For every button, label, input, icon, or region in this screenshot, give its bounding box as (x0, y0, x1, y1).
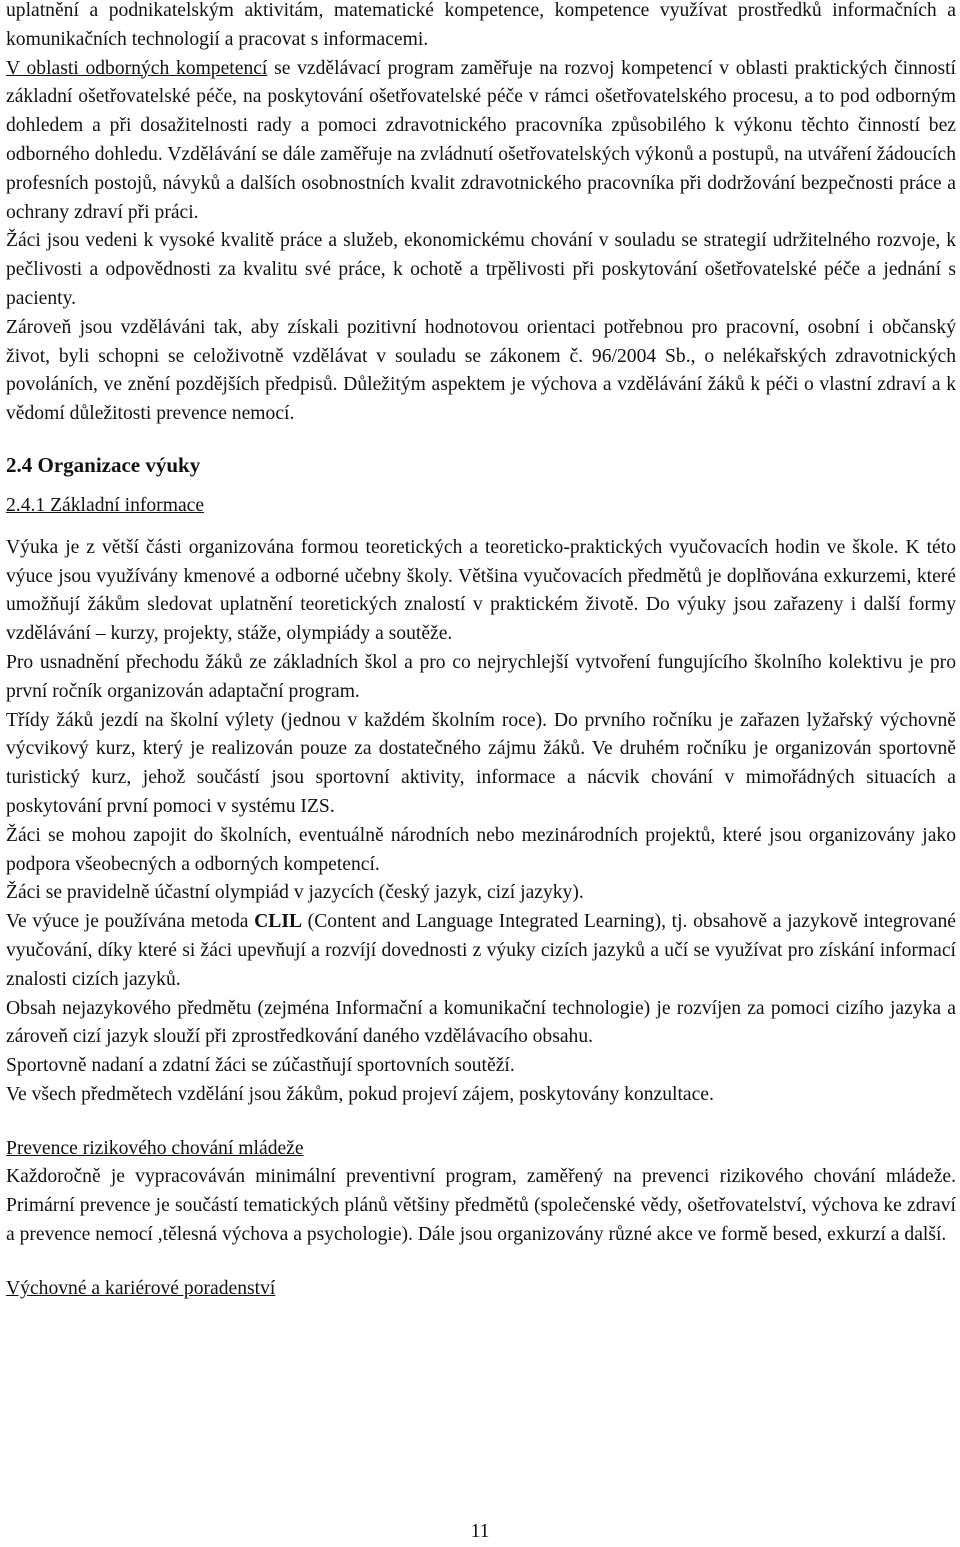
page-number: 11 (470, 1521, 490, 1542)
paragraph-sports: Sportovně nadaní a zdatní žáci se zúčastňují sportovních soutěží. (6, 1055, 515, 1077)
paragraph-prevention: Každoročně je vypracováván minimální preventivní program, zaměřený na prevenci rizikového chování mládeže. Primární prevence je součástí tematických plánů většiny předmětů (společenské vědy, ošetřovatelství, výchova ke zdraví a prevence nemocí ,tělesná výchova a psychologie). Dále jsou organizovány různé akce ve formě besed, exkurzí a další. (6, 1166, 956, 1246)
prevention-title: Prevence rizikového chování mládeže (6, 1137, 304, 1159)
paragraph-teaching: Výuka je z větší části organizována formou teoretických a teoreticko-praktických vyučovacích hodin ve škole. K této výuce jsou využívány kmenové a odborné učebny školy. Většina vyučovacích předmětů je doplňována exkurzemi, které umožňují žákům sledovat uplatnění teoretických znalostí v praktickém životě. Do výuky jsou zařazeny i další formy vzdělávání – kurzy, projekty, stáže, olympiády a soutěže. (6, 536, 956, 645)
paragraph-orientation: Zároveň jsou vzděláváni tak, aby získali pozitivní hodnotovou orientaci potřebnou pro pracovní, osobní i občanský život, byli schopni se celoživotně vzdělávat v souladu se zákonem č. 96/2004 Sb., o nelékařských zdravotnických povoláních, ve znění pozdějších předpisů. Důležitým aspektem je výchova a vzdělávání žáků k péči o vlastní zdraví a k vědomí důležitosti prevence nemocí. (6, 316, 956, 425)
paragraph-consultations: Ve všech předmětech vzdělání jsou žákům, pokud projeví zájem, poskytovány konzultace. (6, 1083, 714, 1105)
clil-term: CLIL (254, 911, 303, 933)
paragraph-competences-end: uplatnění a podnikatelským aktivitám, matematické kompetence, kompetence využívat prostředků informačních a komunikačních technologií a pracovat s informacemi. V oblasti odborných kompetencí se vzdělávací program zaměřuje na rozvoj kompetencí v oblasti praktických činností základní ošetřovatelské péče, na poskytování ošetřovatelské péče v rámci ošetřovatelského procesu, a to pod odborným dohledem a při dosažitelnosti rady a pomoci zdravotnického pracovníka způsobilého k výkonu těchto činností bez odborného dohledu. Vzdělávání se dále zaměřuje na zvládnutí ošetřovatelských výkonů a postupů, na utváření žádoucích profesních postojů, návyků a dalších osobnostních kvalit zdravotnického pracovníka při dodržování bezpečnosti práce a ochrany zdraví při práci. (6, 0, 956, 223)
paragraph-quality: Žáci jsou vedeni k vysoké kvalitě práce a služeb, ekonomickému chování v souladu se strategií udržitelného rozvoje, k pečlivosti a odpovědnosti za kvalitu své práce, k ochotě a trpělivosti při poskytování ošetřovatelské péče a jednání s pacienty. (6, 230, 956, 309)
paragraph-trips: Třídy žáků jezdí na školní výlety (jednou v každém školním roce). Do prvního ročníku je zařazen lyžařský výchovně výcvikový kurz, který je realizován pouze za dostatečného zájmu žáků. Ve druhém ročníku je organizován sportovně turistický kurz, jehož součástí jsou sportovní aktivity, informace a nácvik chování v mimořádných situacích a poskytování první pomoci v systému IZS. (6, 709, 956, 817)
underlined-term: V oblasti odborných kompetencí (6, 57, 268, 79)
document-page (6, 0, 956, 1304)
subsection-heading: 2.4.1 Základní informace (6, 494, 205, 516)
paragraph-olympiads: Žáci se pravidelně účastní olympiád v jazycích (český jazyk, cizí jazyky). (6, 882, 584, 904)
paragraph-adaptation: Pro usnadnění přechodu žáků ze základních škol a pro co nejrychlejší vytvoření fungujícího školního kolektivu je pro první ročník organizován adaptační program. (6, 651, 956, 702)
section-heading: 2.4 Organizace výuky (6, 452, 201, 477)
paragraph-nonlanguage-subject: Obsah nejazykového předmětu (zejména Informační a komunikační technologie) je rozvíjen za pomoci cizího jazyka a zároveň cizí jazyk slouží při zprostředkování daného vzdělávacího obsahu. (6, 997, 956, 1048)
paragraph-clil: Ve výuce je používána metoda CLIL (Content and Language Integrated Learning), tj. obsahově a jazykově integrované vyučování, díky které si žáci upevňují a rozvíjí dovednosti z výuky cizích jazyků a učí se využívat pro získání informací znalosti cizích jazyků. (6, 911, 956, 990)
counseling-title: Výchovné a kariérové poradenství (6, 1277, 276, 1299)
paragraph-projects: Žáci se mohou zapojit do školních, eventuálně národních nebo mezinárodních projektů, které jsou organizovány jako podpora všeobecných a odborných kompetencí. (6, 824, 956, 875)
